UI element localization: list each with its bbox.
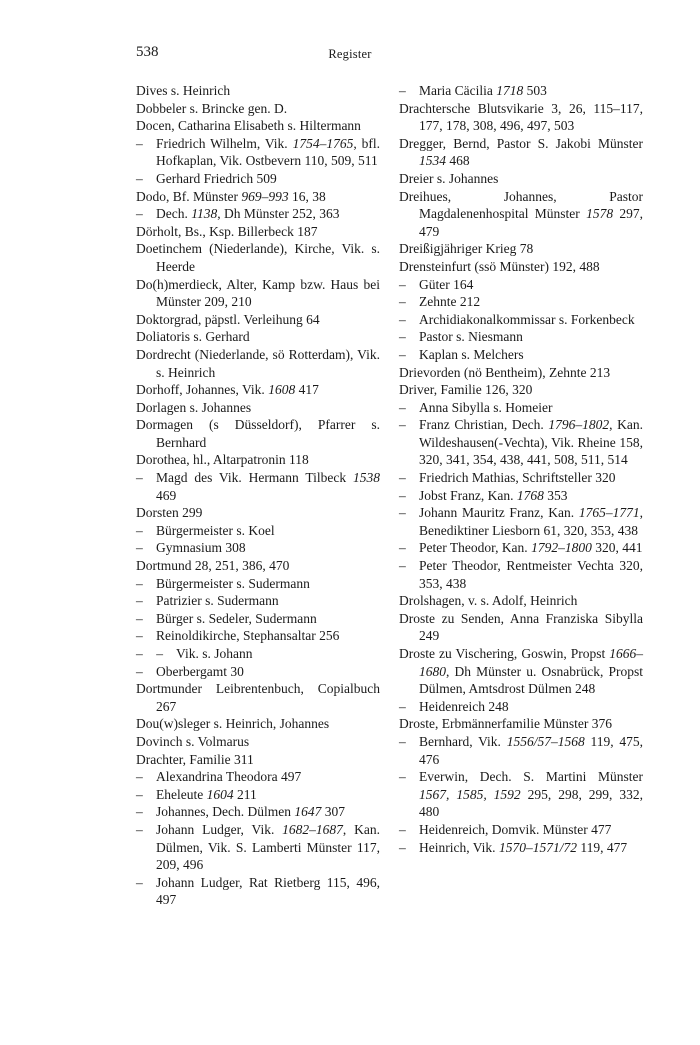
- index-entry: [399, 170, 643, 188]
- subentry-dash: –: [399, 294, 406, 310]
- index-subentry: [136, 170, 380, 188]
- index-entry: [136, 188, 380, 206]
- entry-text: Dormagen (s Düsseldorf), Pfarrer s. Bernhard: [136, 417, 380, 450]
- entry-text: , Benediktiner Liesborn 61, 320, 353, 438: [419, 505, 643, 538]
- entry-text: Drachtersche Blutsvikarie 3, 26, 115–117, 177, 178, 308, 496, 497, 503: [399, 100, 643, 134]
- entry-text: Droste, Erbmännerfamilie Münster 376: [399, 716, 612, 732]
- entry-date: 1796–1802: [548, 417, 610, 433]
- entry-text: Patrizier s. Sudermann: [156, 593, 279, 609]
- entry-text: , Dh Münster u. Osnabrück, Propst Dülmen, Amtsdrost Dülmen 248: [419, 663, 643, 697]
- subentry-dash: –: [399, 505, 406, 521]
- index-subentry: [399, 276, 643, 294]
- entry-text: Dovinch s. Volmarus: [136, 733, 250, 749]
- index-entry: [136, 311, 380, 329]
- entry-text: Johann Ludger, Vik.: [156, 821, 283, 837]
- index-subentry: [136, 874, 380, 909]
- entry-text: Peter Theodor, Rentmeister Vechta 320, 353, 438: [419, 558, 643, 591]
- entry-text: 297, 479: [419, 206, 644, 239]
- entry-text: Dörholt, Bs., Ksp. Billerbeck 187: [136, 223, 318, 239]
- subentry-dash: –: [136, 135, 143, 151]
- index-entry: [136, 680, 380, 715]
- entry-text: Dreihues, Johannes, Pastor Magdalenenhospital Münster: [399, 188, 643, 222]
- subentry-dash: –: [399, 839, 406, 855]
- subentry-dash: –: [399, 769, 406, 785]
- subentry-dash: –: [399, 733, 406, 749]
- entry-text: 469: [156, 487, 177, 503]
- entry-date: 1792–1800: [531, 540, 592, 556]
- index-entry: [136, 117, 380, 135]
- subentry-dash: –: [136, 663, 143, 679]
- subentry-dash: –: [399, 558, 406, 574]
- entry-text: Dorothea, hl., Altarpatronin 118: [136, 452, 309, 468]
- entry-text: Peter Theodor, Kan.: [419, 540, 532, 556]
- entry-text: Droste zu Vischering, Goswin, Propst: [399, 646, 610, 661]
- entry-text: Anna Sibylla s. Homeier: [419, 399, 553, 415]
- entry-date: 1534: [419, 153, 446, 169]
- index-subentry: [136, 539, 380, 557]
- entry-text: 307: [321, 804, 345, 820]
- entry-text: Everwin, Dech. S. Martini Münster: [419, 769, 643, 785]
- index-entry: [136, 346, 380, 381]
- entry-date: 1138: [191, 206, 218, 222]
- entry-text: Dortmund 28, 251, 386, 470: [136, 558, 290, 574]
- entry-text: Dobbeler s. Brincke gen. D.: [136, 100, 288, 116]
- subentry-dash: –: [136, 610, 143, 626]
- subentry-dash: –: [399, 417, 406, 433]
- index-subentry: [399, 293, 643, 311]
- index-entry: [399, 610, 643, 645]
- entry-text: 16, 38: [288, 188, 326, 204]
- entry-text: Zehnte 212: [419, 294, 481, 310]
- entry-text: Dorhoff, Johannes, Vik.: [136, 382, 269, 398]
- entry-text: Bürgermeister s. Sudermann: [156, 575, 310, 591]
- entry-text: Do(h)merdieck, Alter, Kamp bzw. Haus bei Münster 209, 210: [136, 276, 380, 310]
- entry-text: Heidenreich, Domvik. Münster 477: [419, 821, 612, 837]
- index-subentry: [399, 311, 643, 329]
- index-subentry: [136, 469, 380, 504]
- index-entry: [399, 135, 643, 170]
- index-subentry: [399, 768, 643, 821]
- entry-text: Dregger, Bernd, Pastor S. Jakobi Münster: [399, 135, 643, 151]
- entry-text: Johann Ludger, Rat Rietberg 115, 496, 497: [156, 874, 380, 908]
- index-subentry: [136, 803, 380, 821]
- subentry-dash: –: [399, 399, 406, 415]
- index-entry: [399, 592, 643, 610]
- subentry-dash: – –: [136, 646, 163, 661]
- entry-text: Johannes, Dech. Dülmen: [156, 804, 295, 820]
- entry-text: Dives s. Heinrich: [136, 83, 231, 98]
- entry-text: Friedrich Wilhelm, Vik.: [156, 135, 293, 151]
- entry-date: 1538: [353, 470, 380, 486]
- index-subentry: [399, 416, 643, 469]
- index-entry: [136, 751, 380, 769]
- entry-text: Jobst Franz, Kan.: [419, 487, 517, 503]
- entry-date: 1647: [294, 804, 322, 820]
- subentry-dash: –: [399, 540, 406, 556]
- entry-text: Oberbergamt 30: [156, 663, 244, 679]
- subentry-dash: –: [136, 522, 143, 538]
- entry-text: Docen, Catharina Elisabeth s. Hiltermann: [136, 118, 361, 134]
- entry-date: 1556/57–1568: [506, 733, 585, 749]
- entry-text: Reinoldikirche, Stephansaltar 256: [156, 628, 340, 644]
- entry-date: 1765–1771: [578, 505, 640, 521]
- entry-text: Dodo, Bf. Münster: [136, 188, 242, 204]
- entry-text: Dorlagen s. Johannes: [136, 399, 252, 415]
- entry-text: , bfl. Hofkaplan, Vik. Ostbevern 110, 509, 511: [156, 135, 380, 169]
- entry-date: 1754–1765: [292, 135, 354, 151]
- entry-text: Heinrich, Vik.: [419, 839, 499, 855]
- entry-text: Gymnasium 308: [156, 540, 246, 556]
- index-subentry: [136, 821, 380, 874]
- entry-text: Bürgermeister s. Koel: [156, 522, 275, 538]
- subentry-dash: –: [399, 83, 406, 98]
- entry-text: Dech.: [156, 206, 192, 222]
- index-entry: [399, 240, 643, 258]
- subentry-dash: –: [136, 874, 143, 890]
- subentry-dash: –: [136, 769, 143, 785]
- entry-date: 1604: [206, 786, 234, 802]
- index-entry: [399, 258, 643, 276]
- index-entry: [136, 399, 380, 417]
- index-subentry: [136, 610, 380, 628]
- index-subentry: [399, 698, 643, 716]
- entry-text: Drievorden (nö Bentheim), Zehnte 213: [399, 364, 611, 380]
- index-entry: [399, 715, 643, 733]
- subentry-dash: –: [399, 470, 406, 486]
- page-number: 538: [136, 44, 159, 60]
- index-subentry: [136, 135, 380, 170]
- entry-text: 417: [295, 382, 319, 398]
- index-entry: [136, 504, 380, 522]
- entry-text: Bürger s. Sedeler, Sudermann: [156, 610, 317, 626]
- index-entry: [136, 416, 380, 451]
- index-subentry: [399, 539, 643, 557]
- index-subentry: [399, 469, 643, 487]
- entry-date: 1718: [496, 83, 524, 98]
- subentry-dash: –: [136, 575, 143, 591]
- index-subentry: [136, 205, 380, 223]
- index-subentry: [399, 399, 643, 417]
- running-head: Register: [328, 47, 372, 61]
- index-subentry: [136, 663, 380, 681]
- index-subentry: [136, 627, 380, 645]
- subentry-dash: –: [136, 206, 143, 222]
- entry-text: Drensteinfurt (ssö Münster) 192, 488: [399, 258, 600, 274]
- subentry-dash: –: [136, 540, 143, 556]
- subentry-dash: –: [399, 346, 406, 362]
- entry-text: , Dh Münster 252, 363: [217, 206, 340, 222]
- entry-text: Doliatoris s. Gerhard: [136, 329, 250, 345]
- index-entry: [136, 100, 380, 118]
- subentry-dash: –: [399, 698, 406, 714]
- entry-date: 1682–1687: [282, 821, 343, 837]
- entry-text: 119, 477: [576, 839, 628, 855]
- index-subentry: [399, 328, 643, 346]
- entry-text: Droste zu Senden, Anna Franziska Sibylla 249: [399, 610, 643, 644]
- index-subentry: [399, 557, 643, 592]
- subentry-dash: –: [136, 170, 143, 186]
- entry-text: Magd des Vik. Hermann Tilbeck: [156, 470, 353, 486]
- entry-text: 295, 298, 299, 332, 480: [419, 786, 644, 820]
- index-entry: [399, 188, 643, 241]
- entry-text: Dordrecht (Niederlande, sö Rotterdam), Vik. s. Heinrich: [136, 346, 380, 380]
- index-entry: [399, 100, 643, 135]
- index-subentry: [136, 592, 380, 610]
- entry-text: Heidenreich 248: [419, 698, 509, 714]
- subentry-dash: –: [399, 329, 406, 345]
- index-entry: [136, 733, 380, 751]
- index-subentry: [136, 575, 380, 593]
- entry-text: Franz Christian, Dech.: [419, 417, 549, 433]
- entry-text: Dreißigjähriger Krieg 78: [399, 241, 534, 257]
- index-entry: [399, 645, 643, 698]
- index-subentry: [136, 522, 380, 540]
- entry-text: Doktorgrad, päpstl. Verleihung 64: [136, 311, 320, 327]
- index-subentry: [399, 504, 643, 539]
- entry-text: Doetinchem (Niederlande), Kirche, Vik. s. Heerde: [136, 241, 380, 274]
- index-subentry: [399, 82, 643, 100]
- entry-text: Vik. s. Johann: [176, 646, 253, 661]
- entry-text: Dortmunder Leibrentenbuch, Copialbuch 267: [136, 681, 380, 714]
- entry-text: 468: [446, 153, 470, 169]
- index-entry: [136, 381, 380, 399]
- subentry-dash: –: [136, 804, 143, 820]
- subentry-dash: –: [136, 786, 143, 802]
- entry-text: Kaplan s. Melchers: [419, 346, 524, 362]
- entry-date: 1608: [268, 382, 296, 398]
- entry-text: Archidiakonalkommissar s. Forkenbeck: [419, 311, 635, 327]
- entry-text: Drachter, Familie 311: [136, 751, 254, 767]
- subentry-dash: –: [399, 276, 406, 292]
- entry-date: 1768: [516, 487, 544, 503]
- subentry-dash: –: [136, 628, 143, 644]
- index-subentry: [399, 821, 643, 839]
- subentry-dash: –: [136, 821, 143, 837]
- entry-text: Dou(w)sleger s. Heinrich, Johannes: [136, 716, 330, 732]
- entry-text: 211: [233, 786, 257, 802]
- entry-date: 1578: [586, 206, 614, 222]
- index-entry: [136, 240, 380, 275]
- entry-text: Dorsten 299: [136, 505, 203, 521]
- index-subentry: [136, 645, 380, 663]
- index-entry: [136, 82, 380, 100]
- entry-text: , Kan. Dülmen, Vik. S. Lamberti Münster 117, 209, 496: [156, 821, 380, 873]
- entry-text: Pastor s. Niesmann: [419, 329, 523, 345]
- entry-text: Alexandrina Theodora 497: [156, 769, 302, 785]
- index-column-left: [136, 82, 380, 909]
- entry-text: Dreier s. Johannes: [399, 170, 499, 186]
- entry-text: Maria Cäcilia: [419, 83, 497, 98]
- entry-date: 969–993: [241, 188, 289, 204]
- subentry-dash: –: [136, 470, 143, 486]
- entry-date: 1666–1680: [419, 646, 643, 679]
- entry-text: Güter 164: [419, 276, 474, 292]
- index-subentry: [399, 733, 643, 768]
- entry-text: Friedrich Mathias, Schriftsteller 320: [419, 470, 616, 486]
- index-entry: [399, 364, 643, 382]
- index-entry: [136, 276, 380, 311]
- index-subentry: [399, 346, 643, 364]
- subentry-dash: –: [399, 487, 406, 503]
- subentry-dash: –: [399, 311, 406, 327]
- subentry-dash: –: [399, 821, 406, 837]
- index-entry: [136, 223, 380, 241]
- entry-text: Drolshagen, v. s. Adolf, Heinrich: [399, 593, 578, 609]
- index-subentry: [399, 839, 643, 857]
- index-entry: [399, 381, 643, 399]
- index-subentry: [399, 487, 643, 505]
- index-entry: [136, 328, 380, 346]
- index-entry: [136, 451, 380, 469]
- entry-text: , Kan. Wildeshausen(-Vechta), Vik. Rheine 158, 320, 341, 354, 438, 441, 508, 511, 514: [419, 417, 643, 468]
- subentry-dash: –: [136, 593, 143, 609]
- entry-text: 119, 475, 476: [419, 733, 643, 767]
- index-subentry: [136, 786, 380, 804]
- entry-date: 1567, 1585, 1592: [419, 786, 521, 802]
- entry-text: Eheleute: [156, 786, 207, 802]
- entry-text: Johann Mauritz Franz, Kan.: [419, 505, 579, 521]
- entry-date: 1570–1571/72: [498, 839, 577, 855]
- entry-text: 353: [543, 487, 568, 503]
- entry-text: Driver, Familie 126, 320: [399, 382, 533, 398]
- entry-text: 503: [523, 83, 547, 98]
- entry-text: Gerhard Friedrich 509: [156, 170, 277, 186]
- index-subentry: [136, 768, 380, 786]
- entry-text: Bernhard, Vik.: [419, 733, 507, 749]
- index-column-right: [399, 82, 643, 856]
- index-entry: [136, 557, 380, 575]
- entry-text: 320, 441: [591, 540, 643, 556]
- index-entry: [136, 715, 380, 733]
